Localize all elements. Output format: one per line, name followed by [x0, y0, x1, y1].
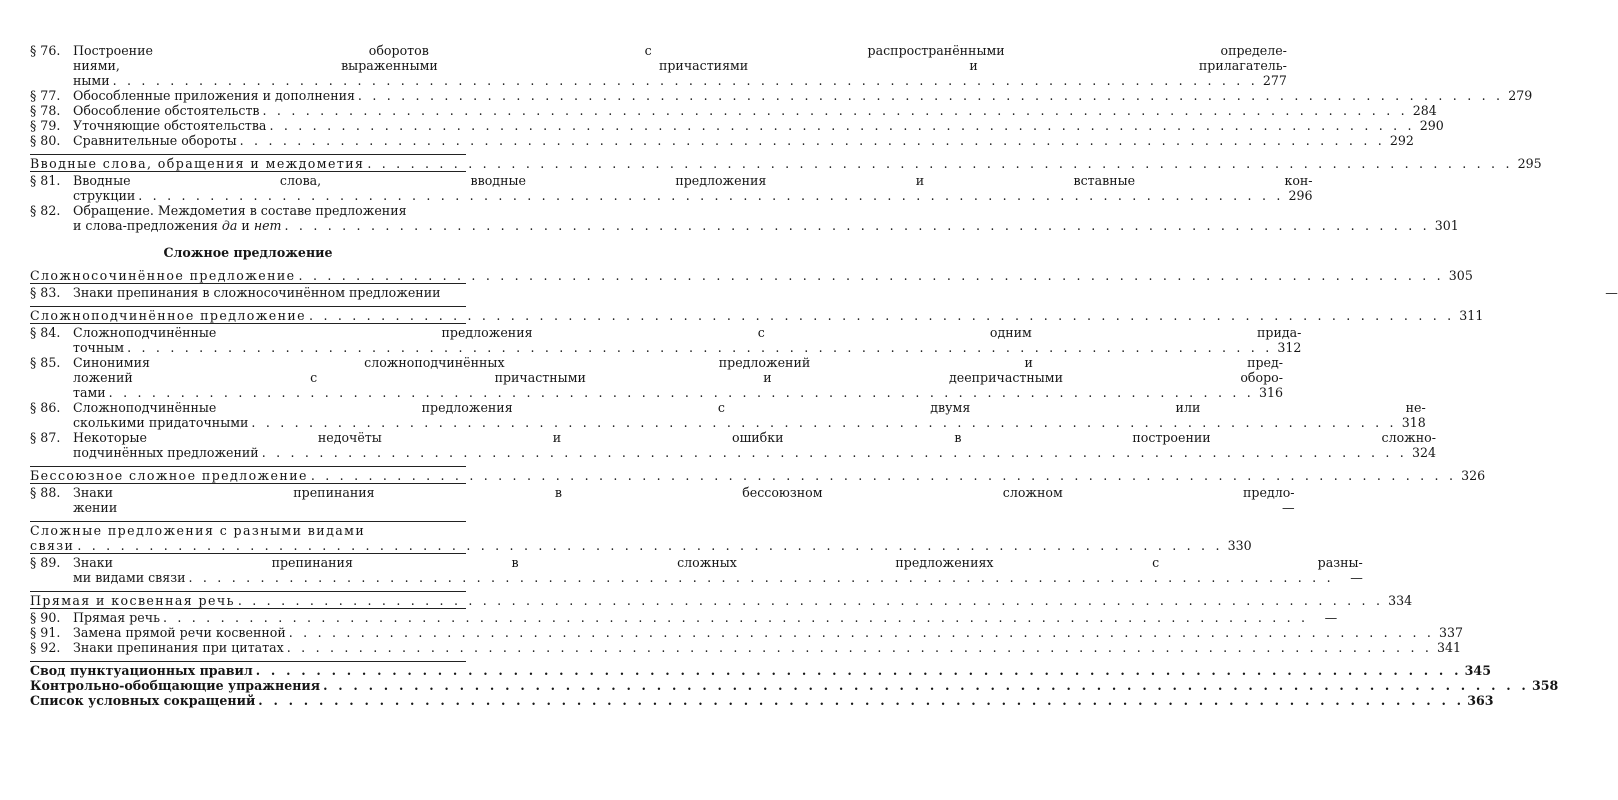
entry-text-last: подчинённых предложений — [73, 445, 259, 460]
section-heading-speech — [30, 593, 1413, 608]
section-divider — [30, 466, 466, 467]
entry-page: — — [1281, 500, 1295, 515]
section-title-line: Сложные предложения с разными видами — [30, 523, 366, 538]
leader-dots — [262, 445, 1407, 460]
leader-dots — [251, 415, 1396, 430]
leader-dots — [299, 268, 1444, 283]
entry-text-line: Синонимия сложноподчинённых предложений и пред- — [73, 355, 1283, 370]
entry-text-last: Знаки препинания в сложносочинённом предложении — [73, 285, 441, 300]
section-page: 326 — [1461, 468, 1486, 483]
entry-number: § 92. — [30, 640, 61, 655]
entry-page: 318 — [1401, 415, 1426, 430]
toc-entry-81 — [30, 173, 1313, 203]
entry-text-last: Обособленные приложения и дополнения — [73, 88, 355, 103]
toc-entry-83 — [30, 285, 1618, 300]
entry-text-last: Уточняющие обстоятельства — [73, 118, 267, 133]
entry-text-line: Сложноподчинённые предложения с одним прида- — [73, 325, 1302, 340]
section-page: 305 — [1448, 268, 1473, 283]
section-divider — [30, 283, 466, 284]
appendix-title: Список условных сокращений — [30, 693, 256, 708]
section-divider — [30, 483, 466, 484]
leader-dots — [77, 538, 1222, 553]
entry-page: 316 — [1258, 385, 1283, 400]
entry-number: § 77. — [30, 88, 61, 103]
section-divider — [30, 553, 466, 554]
entry-text-last: жении — [73, 500, 118, 515]
section-title: Бессоюзное сложное предложение — [30, 468, 308, 483]
leader-dots — [311, 468, 1456, 483]
entry-page: 324 — [1411, 445, 1436, 460]
leader-dots — [287, 640, 1432, 655]
entry-text-last: Знаки препинания при цитатах — [73, 640, 284, 655]
leader-dots — [285, 218, 1430, 233]
leader-dots — [309, 308, 1454, 323]
entry-text-line: Обращение. Междометия в составе предложения — [73, 203, 407, 218]
entry-text-last: Прямая речь — [73, 610, 160, 625]
toc-entry-86 — [30, 400, 1426, 430]
section-heading-bsp — [30, 468, 1486, 483]
entry-text-line: Знаки препинания в сложных предложениях с разны- — [73, 555, 1363, 570]
entry-text-italic: нет — [253, 218, 282, 233]
toc-entry-89 — [30, 555, 1363, 585]
entry-text-last: ными — [73, 73, 110, 88]
leader-dots — [367, 156, 1512, 171]
appendix-page: 345 — [1464, 663, 1491, 678]
entry-page: 312 — [1277, 340, 1302, 355]
entry-page: 301 — [1434, 218, 1459, 233]
entry-text-part: и слова-предложения — [73, 218, 222, 233]
entry-number: § 91. — [30, 625, 61, 640]
section-title-line: связи — [30, 538, 75, 553]
entry-text-last — [73, 218, 282, 233]
toc-entry-90 — [30, 610, 1338, 625]
section-page: 330 — [1227, 538, 1252, 553]
section-divider — [30, 591, 466, 592]
leader-dots — [138, 188, 1283, 203]
toc-entry-82 — [30, 203, 1459, 233]
section-divider — [30, 323, 466, 324]
appendix-entry-rules — [30, 663, 1491, 678]
appendix-title: Контрольно-обобщающие упражнения — [30, 678, 321, 693]
section-page: 295 — [1517, 156, 1542, 171]
leader-dots — [240, 133, 1385, 148]
toc-entry-92 — [30, 640, 1462, 655]
entry-number: § 88. — [30, 485, 61, 500]
entry-text-last: Сравнительные обороты — [73, 133, 237, 148]
entry-number: § 81. — [30, 173, 61, 188]
entry-text-last: струкции — [73, 188, 136, 203]
toc-entry-76 — [30, 43, 1287, 88]
entry-number: § 78. — [30, 103, 61, 118]
entry-text-part: и — [237, 218, 254, 233]
entry-page: 292 — [1389, 133, 1414, 148]
leader-dots — [358, 88, 1503, 103]
appendix-page: 363 — [1467, 693, 1494, 708]
entry-number: § 85. — [30, 355, 61, 370]
entry-page: 277 — [1262, 73, 1287, 88]
entry-number: § 90. — [30, 610, 61, 625]
section-title: Вводные слова, обращения и междометия — [30, 156, 365, 171]
entry-text-last: ми видами связи — [73, 570, 186, 585]
entry-number: § 82. — [30, 203, 61, 218]
section-divider — [30, 154, 466, 155]
section-divider — [30, 661, 466, 662]
entry-text-line: ниями, выраженными причастиями и прилагатель- — [73, 58, 1287, 73]
section-heading-ssp — [30, 268, 1473, 283]
entry-text-last: Замена прямой речи косвенной — [73, 625, 286, 640]
leader-dots — [256, 663, 1462, 678]
section-title: Сложносочинённое предложение — [30, 268, 296, 283]
appendix-page: 358 — [1532, 678, 1559, 693]
section-divider — [30, 608, 466, 609]
section-heading-mixed — [30, 523, 1252, 553]
section-divider — [30, 521, 466, 522]
entry-text-last: Обособление обстоятельств — [73, 103, 260, 118]
toc-entry-80 — [30, 133, 1414, 148]
entry-text-line: Вводные слова, вводные предложения и вставные кон- — [73, 173, 1313, 188]
leader-dots — [238, 593, 1383, 608]
toc-entry-91 — [30, 625, 1464, 640]
section-title: Прямая и косвенная речь — [30, 593, 235, 608]
toc-entry-79 — [30, 118, 1444, 133]
section-heading-vvodnye — [30, 156, 1542, 171]
leader-dots — [188, 570, 1333, 585]
entry-number: § 83. — [30, 285, 61, 300]
entry-number: § 76. — [30, 43, 61, 58]
entry-number: § 79. — [30, 118, 61, 133]
leader-dots — [109, 385, 1254, 400]
entry-number: § 89. — [30, 555, 61, 570]
toc-entry-77 — [30, 88, 1533, 103]
entry-number: § 86. — [30, 400, 61, 415]
leader-dots — [269, 118, 1414, 133]
entry-page: 284 — [1412, 103, 1437, 118]
section-heading-spp — [30, 308, 1484, 323]
toc-entry-78 — [30, 103, 1437, 118]
leader-dots — [323, 678, 1529, 693]
leader-dots — [163, 610, 1308, 625]
leader-dots — [127, 340, 1272, 355]
entry-text-line: Знаки препинания в бессоюзном сложном предло- — [73, 485, 1295, 500]
entry-page: 290 — [1419, 118, 1444, 133]
entry-page: — — [1324, 610, 1338, 625]
entry-text-line: ложений с причастными и деепричастными оборо- — [73, 370, 1283, 385]
section-divider — [30, 171, 466, 172]
entry-number: § 80. — [30, 133, 61, 148]
entry-number: § 87. — [30, 430, 61, 445]
entry-text-last: сколькими придаточными — [73, 415, 249, 430]
toc-entry-85 — [30, 355, 1283, 400]
entry-number: § 84. — [30, 325, 61, 340]
toc-entry-88 — [30, 485, 1295, 515]
entry-text-italic: да — [221, 218, 238, 233]
toc-entry-87 — [30, 430, 1436, 460]
leader-dots — [289, 625, 1434, 640]
leader-dots — [258, 693, 1464, 708]
entry-page: — — [1605, 285, 1618, 300]
leader-dots — [263, 103, 1408, 118]
appendix-entry-exercises — [30, 678, 1559, 693]
entry-page: 337 — [1439, 625, 1464, 640]
entry-text-line: Некоторые недочёты и ошибки в построении сложно- — [73, 430, 1436, 445]
entry-text-last: точным — [73, 340, 125, 355]
section-divider — [30, 306, 466, 307]
entry-page: 296 — [1288, 188, 1313, 203]
entry-page: 279 — [1508, 88, 1533, 103]
entry-page: 341 — [1437, 640, 1462, 655]
section-title: Сложноподчинённое предложение — [30, 308, 307, 323]
entry-text-line: Сложноподчинённые предложения с двумя или не- — [73, 400, 1426, 415]
entry-page: — — [1350, 570, 1363, 585]
entry-text-line: Построение оборотов с распространёнными определе- — [73, 43, 1287, 58]
appendix-entry-abbreviations — [30, 693, 1494, 708]
toc-entry-84 — [30, 325, 1302, 355]
section-page: 311 — [1459, 308, 1484, 323]
section-page: 334 — [1388, 593, 1413, 608]
part-title: Сложное предложение — [163, 245, 333, 260]
appendix-title: Свод пунктуационных правил — [30, 663, 253, 678]
leader-dots — [113, 73, 1258, 88]
entry-text-last: тами — [73, 385, 106, 400]
